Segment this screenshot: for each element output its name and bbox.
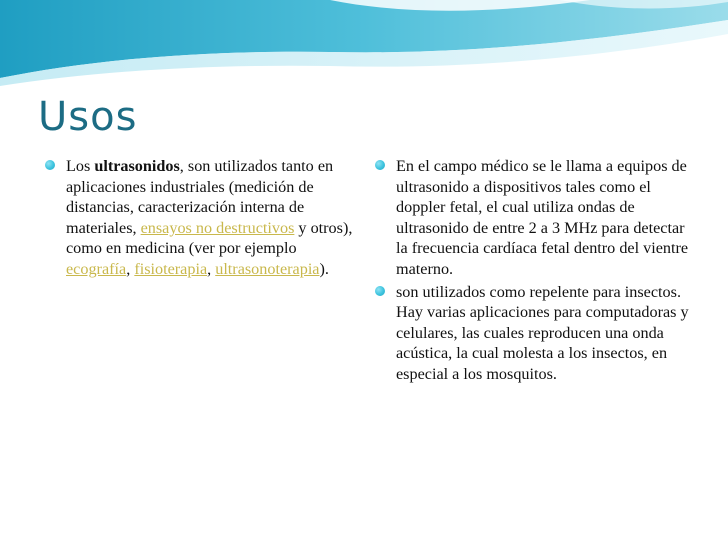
bullet-item (375, 156, 695, 280)
bullet-icon (45, 160, 55, 170)
slide-title: Usos (38, 94, 138, 140)
text-segment: , son utilizados tanto en aplicaciones industriales (medición de distancias, caracterización interna de materiales, (66, 157, 334, 237)
text-segment: ). (319, 259, 329, 278)
bullet-item (375, 282, 695, 385)
bullet-icon (375, 160, 385, 170)
right-column (375, 156, 695, 387)
left-column (45, 156, 355, 282)
text-segment: y otros), como en medicina (ver por ejemplo (66, 218, 353, 258)
link-fisioterapia[interactable]: fisioterapia (134, 259, 208, 278)
bullet-text (66, 156, 355, 280)
separator: , (126, 259, 135, 278)
bullet-text: son utilizados como repelente para insectos. Hay varias aplicaciones para computadoras y celulares, las cuales reproducen una onda acústica, la cual molesta a los insectos, en especial a los mosquitos. (396, 282, 689, 383)
bullet-item (45, 156, 355, 280)
link-ultrasonoterapia[interactable]: ultrasonoterapia (215, 259, 320, 278)
bullet-icon (375, 286, 385, 296)
link-ensayos-no-destructivos[interactable]: ensayos no destructivos (140, 218, 295, 237)
link-ecografia[interactable]: ecografía (66, 259, 127, 278)
header-wave-decoration (0, 0, 728, 90)
text-segment: Los (66, 157, 95, 175)
bullet-text: En el campo médico se le llama a equipos de ultrasonido a dispositivos tales como el doppler fetal, el cual utiliza ondas de ultrasonido de entre 2 a 3 MHz para detectar la frecuencia cardíaca fetal dentro del vientre materno. (396, 157, 689, 278)
separator: , (207, 259, 216, 278)
bold-term: ultrasonidos (94, 157, 180, 175)
